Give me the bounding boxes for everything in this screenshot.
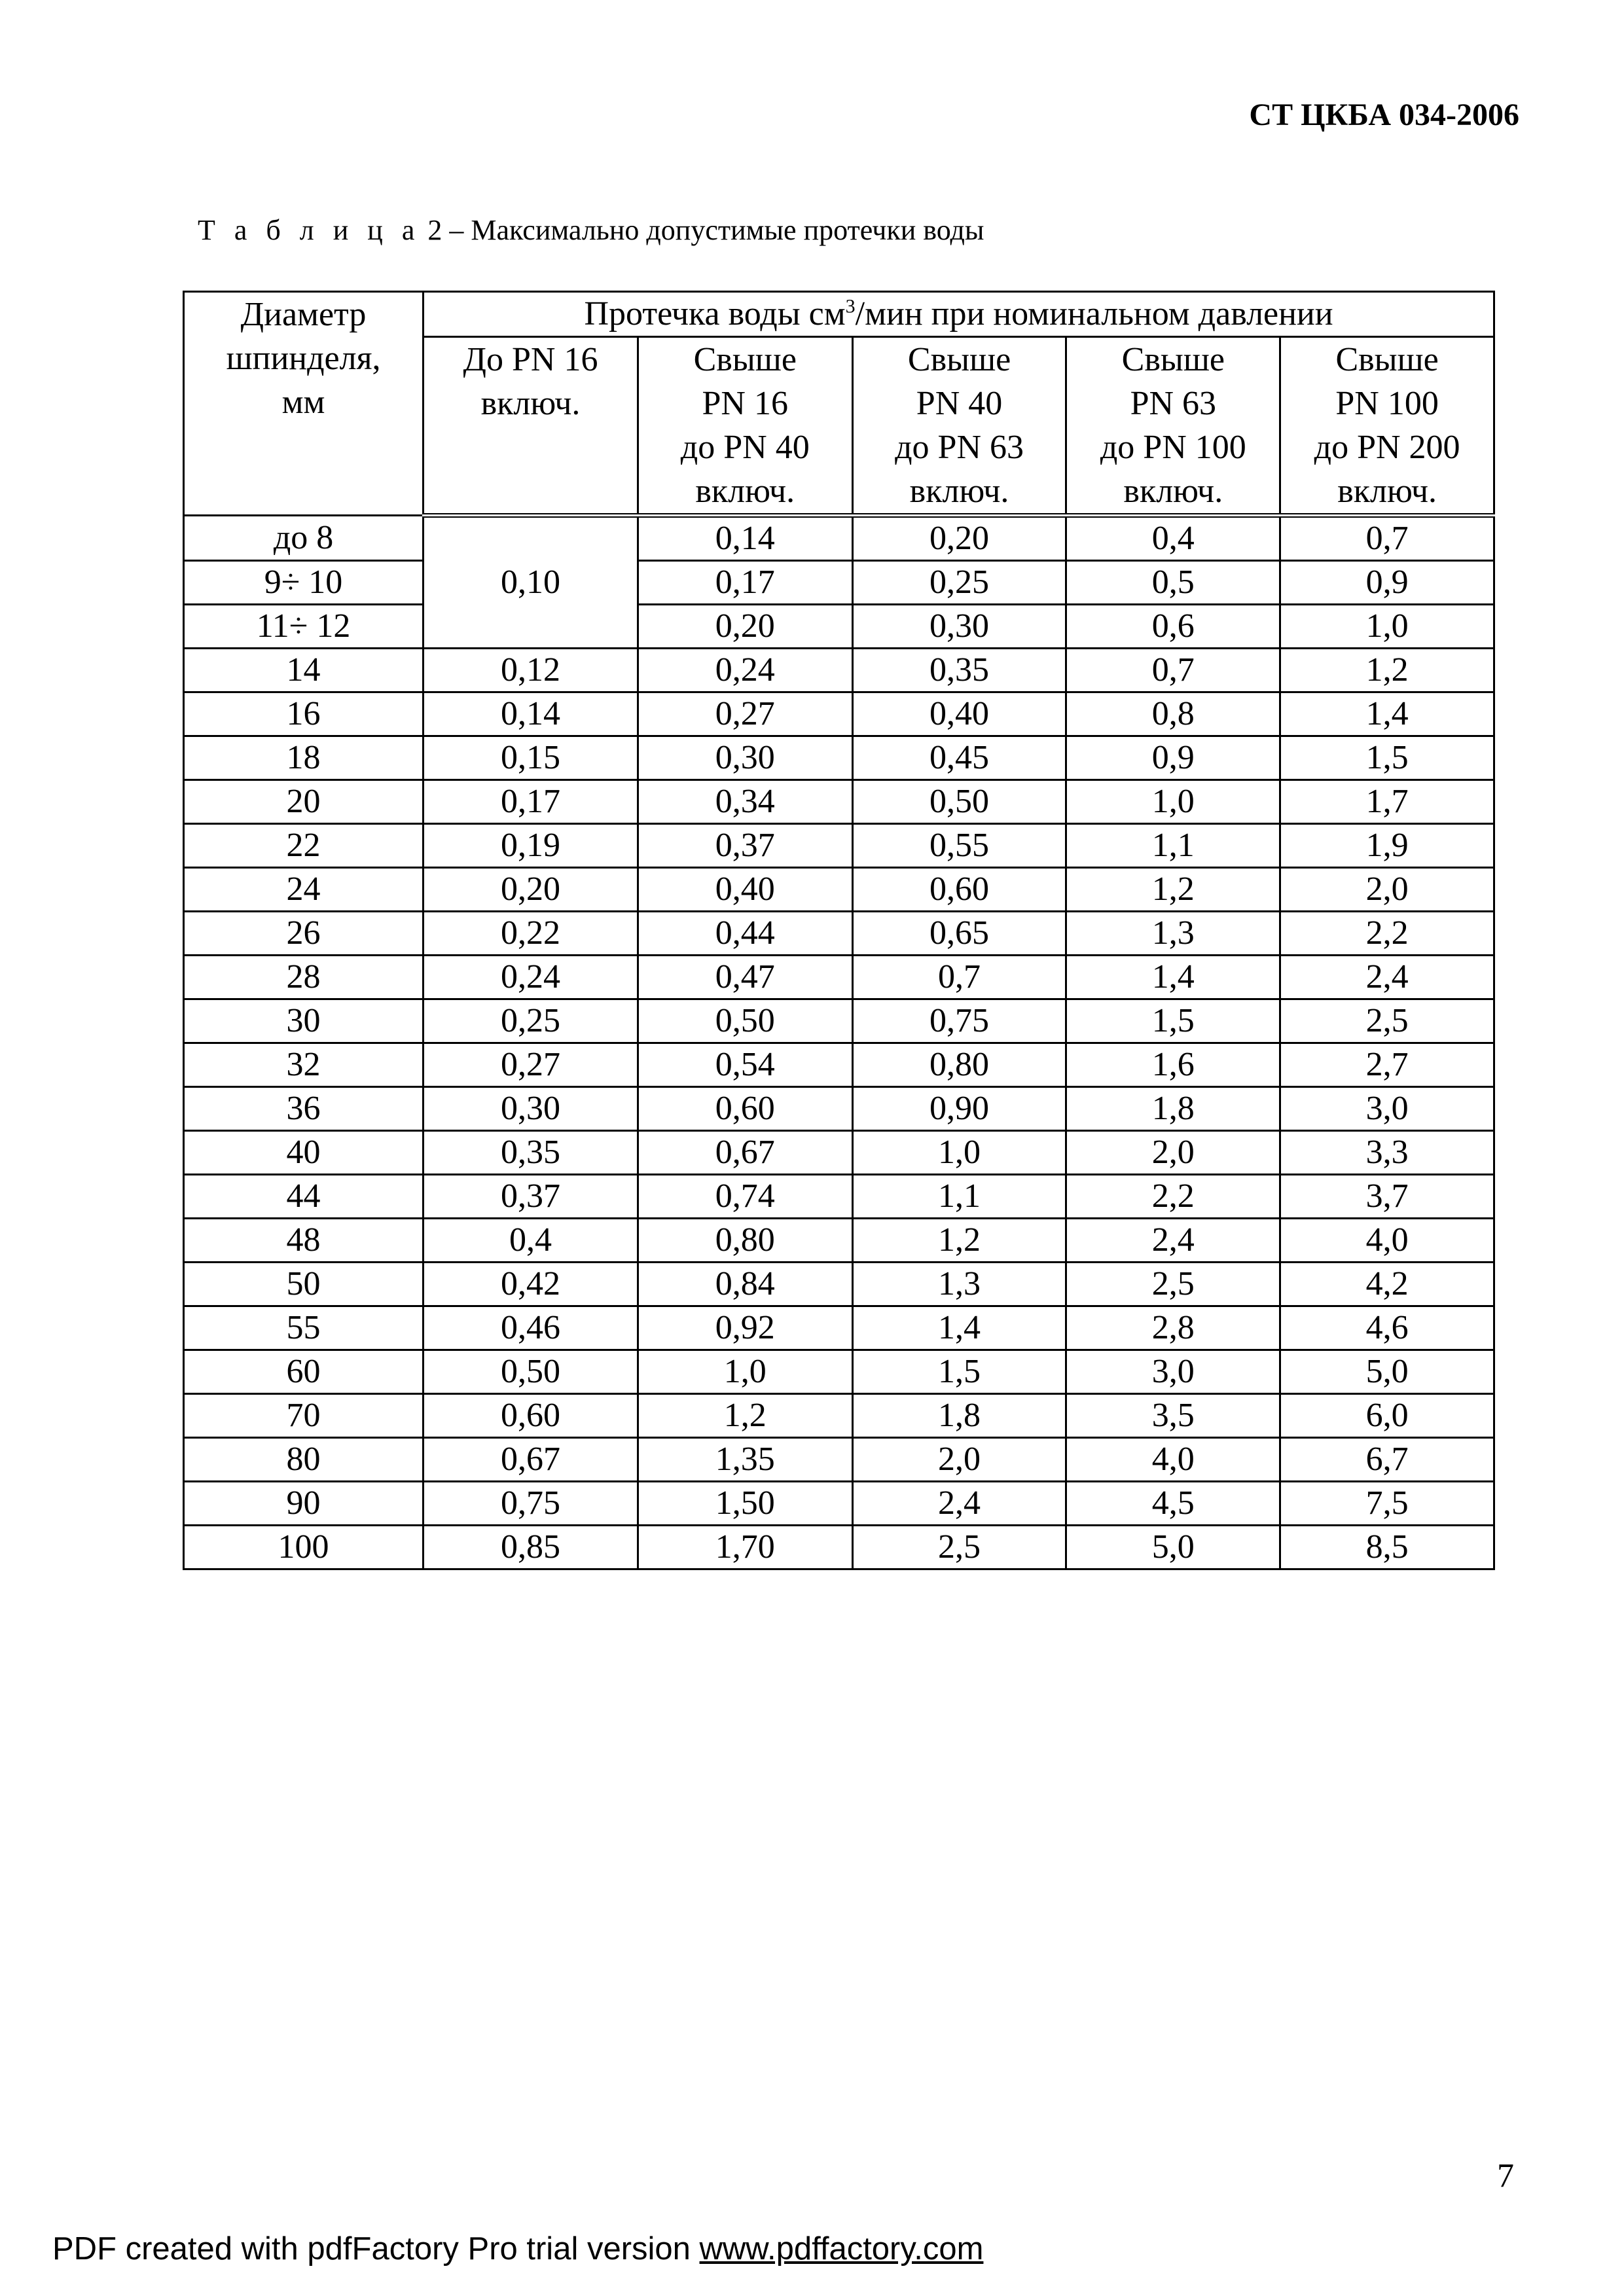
table-cell: 7,5 xyxy=(1280,1482,1494,1526)
table-cell: 2,4 xyxy=(1066,1219,1280,1263)
table-caption-text: 2 – Максимально допустимые протечки воды xyxy=(420,214,984,246)
table-cell: 0,74 xyxy=(638,1175,852,1219)
header-line: Свыше xyxy=(693,341,797,378)
table-cell: 1,5 xyxy=(1066,999,1280,1043)
header-line: PN 63 xyxy=(1130,385,1217,422)
table-cell: 3,5 xyxy=(1066,1394,1280,1438)
table-cell: до 8 xyxy=(184,516,424,561)
table-cell: 0,27 xyxy=(638,692,852,736)
header-line: включ. xyxy=(1337,473,1437,510)
table-cell: 0,35 xyxy=(852,649,1066,692)
table-cell: 22 xyxy=(184,824,424,868)
header-spindle-diameter xyxy=(184,292,424,516)
table-cell: 0,42 xyxy=(424,1263,638,1306)
table-cell: 0,7 xyxy=(1066,649,1280,692)
header-line: Свыше xyxy=(907,341,1011,378)
table-cell: 0,15 xyxy=(424,736,638,780)
table-cell: 2,2 xyxy=(1066,1175,1280,1219)
header-line: Свыше xyxy=(1335,341,1439,378)
table-cell: 1,4 xyxy=(1066,956,1280,999)
table-cell: 55 xyxy=(184,1306,424,1350)
table-cell: 0,35 xyxy=(424,1131,638,1175)
table-row xyxy=(184,1306,1494,1350)
table-cell: 2,5 xyxy=(852,1526,1066,1569)
table-cell: 1,2 xyxy=(852,1219,1066,1263)
table-cell: 0,67 xyxy=(638,1131,852,1175)
table-cell: 0,14 xyxy=(638,516,852,561)
table-cell: 0,44 xyxy=(638,912,852,956)
table-row xyxy=(184,605,1494,649)
table-caption-label: Т а б л и ц а xyxy=(198,214,421,246)
table-cell: 60 xyxy=(184,1350,424,1394)
table-cell: 0,80 xyxy=(852,1043,1066,1087)
table-cell: 0,9 xyxy=(1066,736,1280,780)
table-cell: 1,50 xyxy=(638,1482,852,1526)
table-cell: 0,40 xyxy=(852,692,1066,736)
table-cell: 0,50 xyxy=(638,999,852,1043)
table-cell: 0,90 xyxy=(852,1087,1066,1131)
table-row xyxy=(184,1087,1494,1131)
table-cell: 2,0 xyxy=(1280,868,1494,912)
table-cell: 0,12 xyxy=(424,649,638,692)
table-cell: 0,75 xyxy=(852,999,1066,1043)
table-cell: 2,4 xyxy=(1280,956,1494,999)
table-cell: 1,0 xyxy=(638,1350,852,1394)
table-cell: 16 xyxy=(184,692,424,736)
table-cell: 0,19 xyxy=(424,824,638,868)
table-row xyxy=(184,1263,1494,1306)
header-line: PN 16 xyxy=(702,385,788,422)
table-cell: 36 xyxy=(184,1087,424,1131)
table-row xyxy=(184,736,1494,780)
header-line: Диаметр xyxy=(240,296,367,333)
table-cell: 2,0 xyxy=(1066,1131,1280,1175)
header-leakage-span xyxy=(424,292,1494,337)
table-cell: 1,0 xyxy=(852,1131,1066,1175)
table-cell: 0,37 xyxy=(638,824,852,868)
header-line: до PN 100 xyxy=(1100,429,1246,466)
pdffactory-link[interactable]: www.pdffactory.com xyxy=(699,2231,984,2267)
table-cell: 48 xyxy=(184,1219,424,1263)
header-line: до PN 200 xyxy=(1314,429,1460,466)
table-cell: 0,55 xyxy=(852,824,1066,868)
table-cell: 40 xyxy=(184,1131,424,1175)
table-cell: 1,2 xyxy=(638,1394,852,1438)
table-cell: 1,8 xyxy=(1066,1087,1280,1131)
table-cell: 0,20 xyxy=(852,516,1066,561)
header-line: PN 100 xyxy=(1335,385,1439,422)
table-row xyxy=(184,780,1494,824)
table-cell: 0,24 xyxy=(638,649,852,692)
table-cell: 4,2 xyxy=(1280,1263,1494,1306)
header-line: До PN 16 xyxy=(463,341,598,378)
table-cell: 1,0 xyxy=(1280,605,1494,649)
table-row xyxy=(184,912,1494,956)
header-line: до PN 40 xyxy=(680,429,810,466)
table-cell: 20 xyxy=(184,780,424,824)
table-row xyxy=(184,824,1494,868)
merged-cell-pn16: 0,10 xyxy=(424,516,638,649)
table-row xyxy=(184,1482,1494,1526)
table-cell: 50 xyxy=(184,1263,424,1306)
header-pn40-63 xyxy=(852,337,1066,516)
document-code: СТ ЦКБА 034-2006 xyxy=(1249,98,1519,132)
pdf-footer-text: PDF created with pdfFactory Pro trial version xyxy=(52,2231,700,2267)
table-cell: 1,2 xyxy=(1066,868,1280,912)
table-cell: 0,84 xyxy=(638,1263,852,1306)
table-cell: 0,22 xyxy=(424,912,638,956)
table-cell: 1,9 xyxy=(1280,824,1494,868)
table-cell: 0,20 xyxy=(424,868,638,912)
table-cell: 0,65 xyxy=(852,912,1066,956)
table-row xyxy=(184,1350,1494,1394)
header-line: шпинделя, xyxy=(226,340,381,377)
table-cell: 100 xyxy=(184,1526,424,1569)
table-cell: 4,0 xyxy=(1066,1438,1280,1482)
table-cell: 2,8 xyxy=(1066,1306,1280,1350)
table-cell: 0,80 xyxy=(638,1219,852,1263)
table-cell: 44 xyxy=(184,1175,424,1219)
table-cell: 1,3 xyxy=(1066,912,1280,956)
table-cell: 0,54 xyxy=(638,1043,852,1087)
table-cell: 4,6 xyxy=(1280,1306,1494,1350)
table-row xyxy=(184,1394,1494,1438)
table-cell: 1,1 xyxy=(852,1175,1066,1219)
table-cell: 3,0 xyxy=(1280,1087,1494,1131)
table-cell: 0,40 xyxy=(638,868,852,912)
table-cell: 1,4 xyxy=(852,1306,1066,1350)
header-line xyxy=(424,469,637,513)
header-line: включ. xyxy=(480,385,581,422)
table-cell: 2,4 xyxy=(852,1482,1066,1526)
table-cell: 3,7 xyxy=(1280,1175,1494,1219)
header-line: включ. xyxy=(1123,473,1223,510)
table-cell: 4,5 xyxy=(1066,1482,1280,1526)
table-cell: 0,25 xyxy=(852,561,1066,605)
table-row xyxy=(184,1219,1494,1263)
table-cell: 9÷ 10 xyxy=(184,561,424,605)
table-cell: 1,1 xyxy=(1066,824,1280,868)
table-cell: 1,4 xyxy=(1280,692,1494,736)
table-cell: 1,5 xyxy=(852,1350,1066,1394)
header-pn63-100 xyxy=(1066,337,1280,516)
table-cell: 28 xyxy=(184,956,424,999)
table-cell: 2,0 xyxy=(852,1438,1066,1482)
table-cell: 2,7 xyxy=(1280,1043,1494,1087)
table-cell: 4,0 xyxy=(1280,1219,1494,1263)
header-pn16 xyxy=(424,337,638,516)
table-cell: 0,92 xyxy=(638,1306,852,1350)
table-cell: 30 xyxy=(184,999,424,1043)
table-cell: 32 xyxy=(184,1043,424,1087)
table-cell: 6,7 xyxy=(1280,1438,1494,1482)
table-row xyxy=(184,1175,1494,1219)
header-pn16-40 xyxy=(638,337,852,516)
table-cell: 0,24 xyxy=(424,956,638,999)
table-cell: 14 xyxy=(184,649,424,692)
table-cell: 2,5 xyxy=(1280,999,1494,1043)
header-line xyxy=(424,425,637,469)
table-cell: 0,4 xyxy=(424,1219,638,1263)
table-cell: 0,14 xyxy=(424,692,638,736)
table-cell: 11÷ 12 xyxy=(184,605,424,649)
table-cell: 18 xyxy=(184,736,424,780)
table-cell: 70 xyxy=(184,1394,424,1438)
header-line: PN 40 xyxy=(916,385,1003,422)
table-row xyxy=(184,649,1494,692)
header-line: до PN 63 xyxy=(895,429,1024,466)
table-cell: 6,0 xyxy=(1280,1394,1494,1438)
table-cell: 0,8 xyxy=(1066,692,1280,736)
table-row xyxy=(184,516,1494,561)
header-line: включ. xyxy=(909,473,1009,510)
table-cell: 3,0 xyxy=(1066,1350,1280,1394)
table-cell: 0,4 xyxy=(1066,516,1280,561)
table-cell: 80 xyxy=(184,1438,424,1482)
table-cell: 0,30 xyxy=(638,736,852,780)
table-cell: 0,37 xyxy=(424,1175,638,1219)
table-cell: 0,27 xyxy=(424,1043,638,1087)
table-row xyxy=(184,692,1494,736)
table-cell: 1,0 xyxy=(1066,780,1280,824)
table-row xyxy=(184,1131,1494,1175)
table-cell: 0,50 xyxy=(852,780,1066,824)
table-cell: 0,5 xyxy=(1066,561,1280,605)
table-cell: 0,9 xyxy=(1280,561,1494,605)
table-cell: 1,5 xyxy=(1280,736,1494,780)
table-cell: 0,75 xyxy=(424,1482,638,1526)
table-cell: 0,17 xyxy=(424,780,638,824)
header-leakage-pre: Протечка воды см xyxy=(584,295,846,332)
table-cell: 26 xyxy=(184,912,424,956)
table-cell: 90 xyxy=(184,1482,424,1526)
table-cell: 0,30 xyxy=(424,1087,638,1131)
table-cell: 0,67 xyxy=(424,1438,638,1482)
table-cell: 24 xyxy=(184,868,424,912)
table-cell: 2,2 xyxy=(1280,912,1494,956)
table-cell: 1,3 xyxy=(852,1263,1066,1306)
header-line: Свыше xyxy=(1121,341,1225,378)
table-cell: 0,34 xyxy=(638,780,852,824)
table-cell: 5,0 xyxy=(1066,1526,1280,1569)
table-cell: 0,6 xyxy=(1066,605,1280,649)
table-cell: 0,47 xyxy=(638,956,852,999)
table-cell: 1,35 xyxy=(638,1438,852,1482)
table-cell: 0,46 xyxy=(424,1306,638,1350)
header-leakage-sup: 3 xyxy=(845,295,856,317)
pdf-footer xyxy=(52,2231,983,2267)
table-row xyxy=(184,956,1494,999)
table-cell: 0,60 xyxy=(638,1087,852,1131)
table-cell: 0,60 xyxy=(852,868,1066,912)
table-cell: 2,5 xyxy=(1066,1263,1280,1306)
header-leakage-post: /мин при номинальном давлении xyxy=(855,295,1333,332)
water-leakage-table xyxy=(183,291,1495,1570)
table-row xyxy=(184,868,1494,912)
table-cell: 0,30 xyxy=(852,605,1066,649)
table-cell: 0,7 xyxy=(852,956,1066,999)
table-cell: 0,85 xyxy=(424,1526,638,1569)
table-cell: 1,2 xyxy=(1280,649,1494,692)
table-cell: 0,20 xyxy=(638,605,852,649)
table-cell: 1,70 xyxy=(638,1526,852,1569)
table-caption xyxy=(198,213,984,247)
table-cell: 1,8 xyxy=(852,1394,1066,1438)
header-line: включ. xyxy=(695,473,795,510)
table-cell: 0,7 xyxy=(1280,516,1494,561)
table-cell: 0,45 xyxy=(852,736,1066,780)
table-cell: 5,0 xyxy=(1280,1350,1494,1394)
table-row xyxy=(184,561,1494,605)
table-row xyxy=(184,1526,1494,1569)
header-pn100-200 xyxy=(1280,337,1494,516)
table-cell: 0,60 xyxy=(424,1394,638,1438)
table-row xyxy=(184,999,1494,1043)
header-line: мм xyxy=(281,384,325,421)
table-cell: 8,5 xyxy=(1280,1526,1494,1569)
table-cell: 0,50 xyxy=(424,1350,638,1394)
table-cell: 3,3 xyxy=(1280,1131,1494,1175)
page-number: 7 xyxy=(1497,2157,1514,2195)
table-cell: 0,25 xyxy=(424,999,638,1043)
table-cell: 0,17 xyxy=(638,561,852,605)
table-row xyxy=(184,1438,1494,1482)
table-row xyxy=(184,1043,1494,1087)
table-cell: 1,7 xyxy=(1280,780,1494,824)
table-cell: 1,6 xyxy=(1066,1043,1280,1087)
